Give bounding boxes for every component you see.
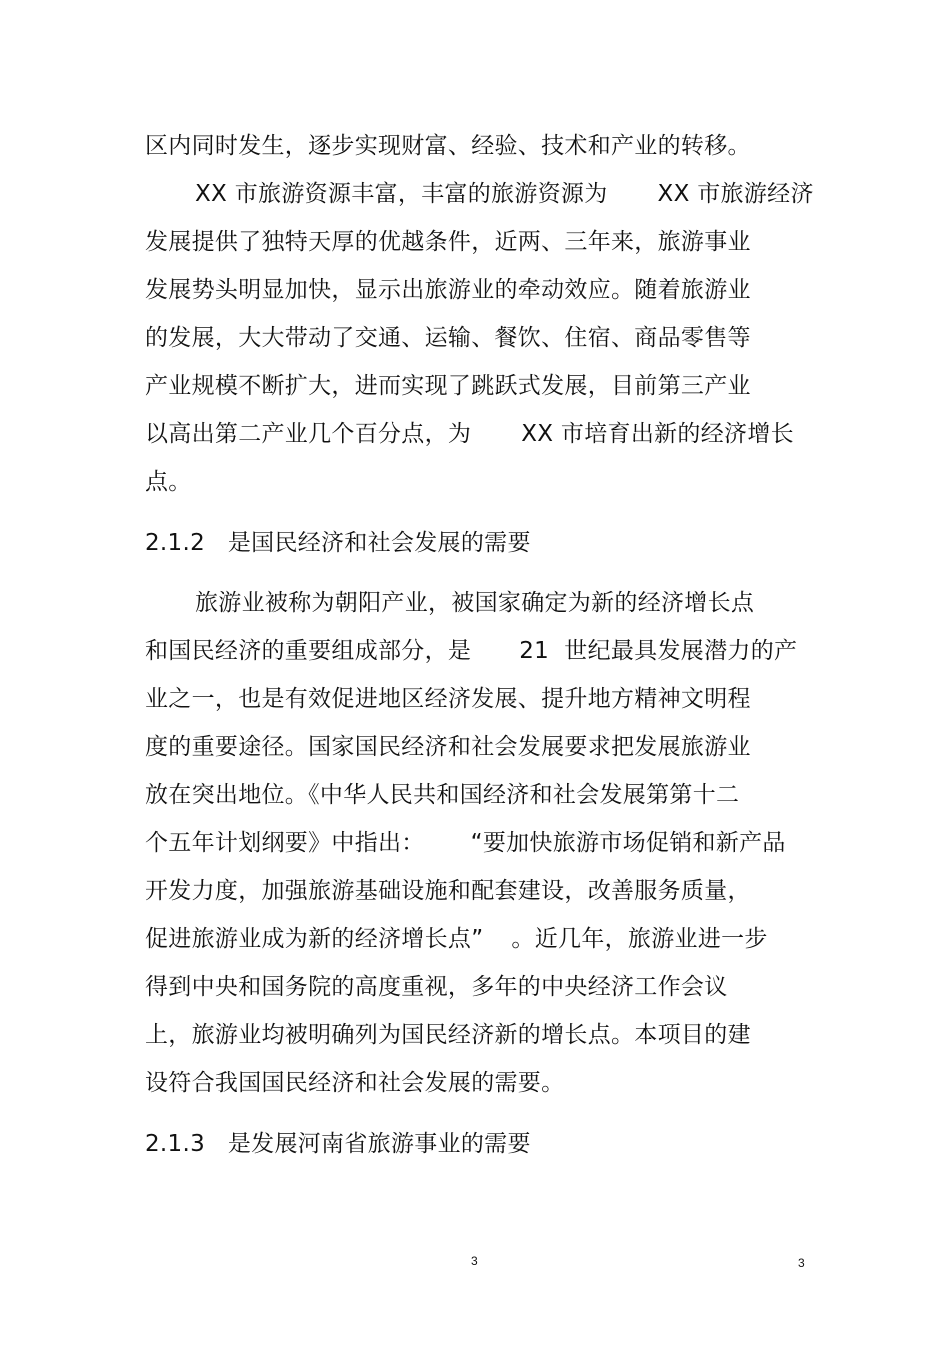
text-segment: XX 市旅游经济 bbox=[657, 181, 814, 207]
text-segment: 。近几年，旅游业进一步 bbox=[511, 926, 768, 952]
text-segment: 21 世纪最具发展潜力的产 bbox=[519, 638, 798, 664]
text-segment: 产业规模不断扩大，进而实现了跳跃式发展，目前第三产业 bbox=[145, 373, 751, 399]
text-segment: 上，旅游业均被明确列为国民经济新的增长点。本项目的建 bbox=[145, 1022, 751, 1048]
text-line bbox=[145, 684, 751, 714]
text-line bbox=[145, 227, 751, 257]
text-line bbox=[145, 131, 751, 161]
text-segment: 旅游业被称为朝阳产业，被国家确定为新的经济增长点 bbox=[195, 590, 755, 616]
text-segment: 的发展，大大带动了交通、运输、餐饮、住宿、商品零售等 bbox=[145, 325, 751, 351]
text-segment: 区内同时发生，逐步实现财富、经验、技术和产业的转移。 bbox=[145, 133, 751, 159]
text-segment: 点。 bbox=[145, 469, 192, 495]
text-segment: 开发力度，加强旅游基础设施和配套建设，改善服务质量， bbox=[145, 878, 751, 904]
text-segment: 以高出第二产业几个百分点，为 bbox=[145, 421, 472, 447]
text-line bbox=[145, 419, 794, 449]
text-line bbox=[195, 179, 814, 209]
text-segment: 设符合我国国民经济和社会发展的需要。 bbox=[145, 1070, 565, 1096]
text-segment: 度的重要途径。国家国民经济和社会发展要求把发展旅游业 bbox=[145, 734, 751, 760]
text-line bbox=[145, 1020, 751, 1050]
heading-text: 2.1.2 是国民经济和社会发展的需要 bbox=[145, 530, 531, 556]
page-number-right: 3 bbox=[798, 1256, 805, 1270]
text-segment: 个五年计划纲要》中指出： bbox=[145, 830, 425, 856]
text-segment: 发展势头明显加快，显示出旅游业的牵动效应。随着旅游业 bbox=[145, 277, 751, 303]
text-segment: XX 市旅游资源丰富，丰富的旅游资源为 bbox=[195, 181, 608, 207]
text-line bbox=[195, 588, 754, 618]
text-line bbox=[145, 828, 786, 858]
text-line bbox=[145, 275, 751, 305]
text-segment: “要加快旅游市场促销和新产品 bbox=[470, 830, 786, 856]
page-number-center: 3 bbox=[471, 1254, 478, 1268]
text-line bbox=[145, 371, 751, 401]
text-line bbox=[145, 972, 728, 1002]
text-line bbox=[145, 876, 751, 906]
text-line bbox=[145, 924, 768, 954]
text-line bbox=[145, 1068, 564, 1098]
text-segment: 促进旅游业成为新的经济增长点” bbox=[145, 926, 484, 952]
text-segment: 发展提供了独特天厚的优越条件，近两、三年来，旅游事业 bbox=[145, 229, 751, 255]
heading-text: 2.1.3 是发展河南省旅游事业的需要 bbox=[145, 1131, 531, 1157]
text-line bbox=[145, 323, 751, 353]
text-line bbox=[145, 467, 192, 497]
text-line bbox=[145, 636, 797, 666]
text-segment: 放在突出地位。《中华人民共和国经济和社会发展第第十二 bbox=[145, 782, 740, 808]
text-line bbox=[145, 780, 739, 810]
section-heading bbox=[145, 1129, 531, 1159]
text-segment: 业之一，也是有效促进地区经济发展、提升地方精神文明程 bbox=[145, 686, 751, 712]
text-line bbox=[145, 732, 751, 762]
text-segment: XX 市培育出新的经济增长 bbox=[521, 421, 794, 447]
text-segment: 和国民经济的重要组成部分，是 bbox=[145, 638, 472, 664]
text-segment: 得到中央和国务院的高度重视，多年的中央经济工作会议 bbox=[145, 974, 728, 1000]
section-heading bbox=[145, 528, 531, 558]
